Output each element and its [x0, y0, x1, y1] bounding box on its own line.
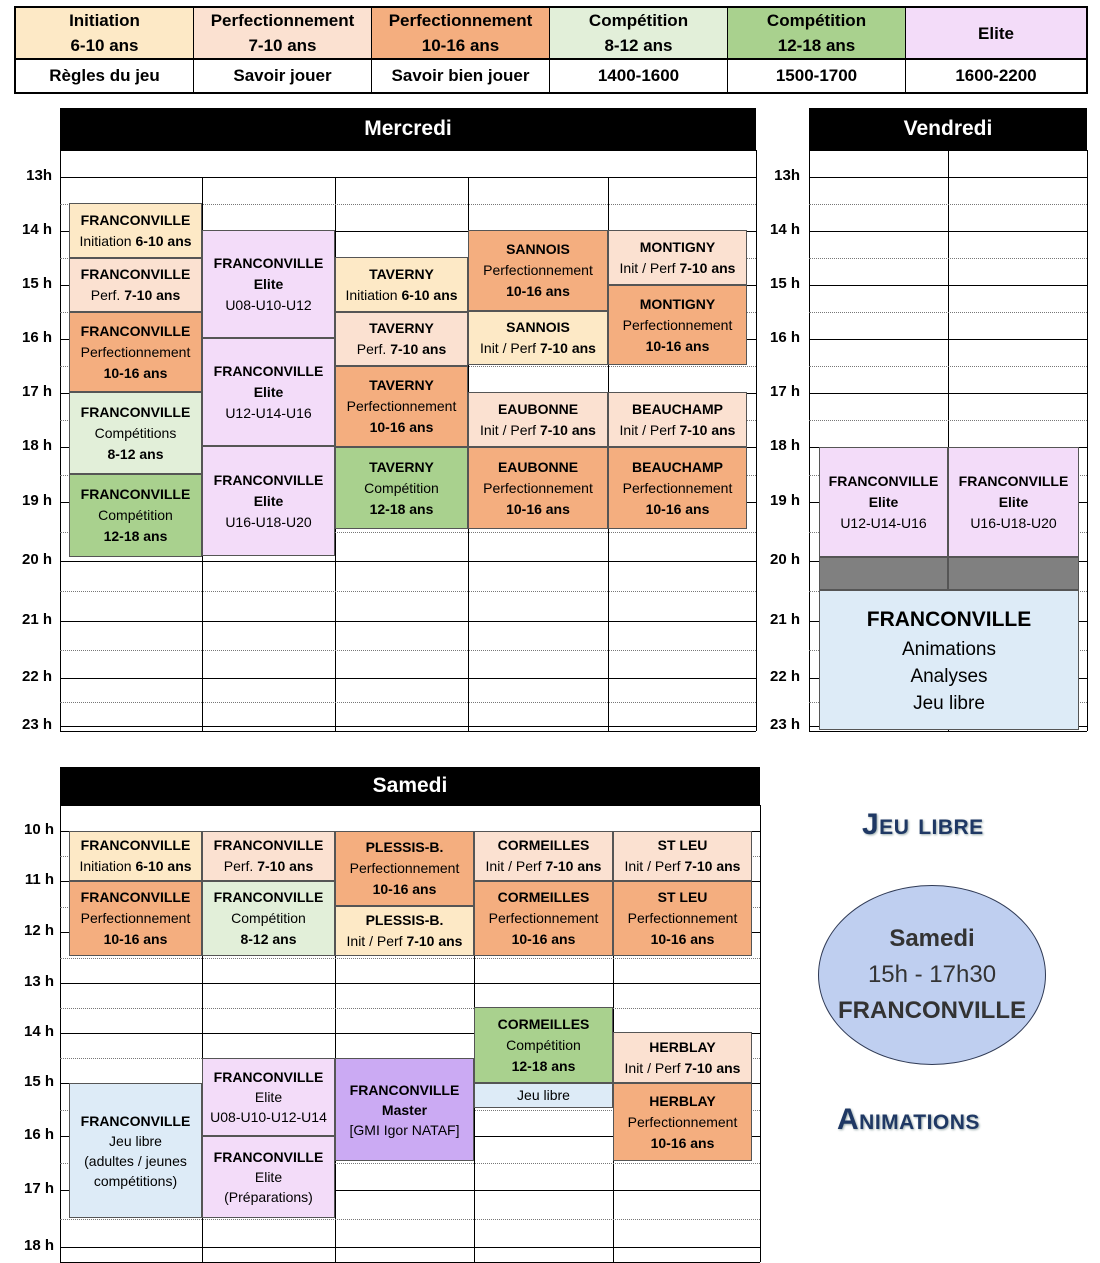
hour-line — [60, 805, 760, 806]
event-block[interactable]: HERBLAY Init / Perf 7-10 ans — [613, 1032, 752, 1083]
legend-comp-12-18: Compétition 12-18 ans — [728, 8, 906, 60]
samedi-header: Samedi — [60, 767, 760, 805]
event-block[interactable]: FRANCONVILLE Compétition 12-18 ans — [69, 474, 202, 557]
event-block[interactable]: FRANCONVILLE Perf. 7-10 ans — [202, 831, 335, 881]
event-block[interactable]: FRANCONVILLE Jeu libre (adultes / jeunes compétitions) — [69, 1083, 202, 1218]
grid-border — [60, 150, 61, 731]
hour-label: 10 h — [23, 821, 54, 838]
ellipse-time: 15h - 17h30 — [867, 961, 997, 988]
event-block[interactable]: HERBLAY Perfectionnement 10-16 ans — [613, 1083, 752, 1161]
hour-line — [60, 1247, 760, 1248]
hour-line — [60, 150, 756, 151]
legend-value: Savoir bien jouer — [372, 60, 550, 92]
event-block[interactable]: BEAUCHAMP Perfectionnement 10-16 ans — [608, 447, 747, 529]
event-block[interactable]: CORMEILLES Init / Perf 7-10 ans — [474, 831, 613, 881]
hour-line — [809, 177, 1087, 178]
hour-line — [60, 726, 756, 727]
event-block[interactable]: FRANCONVILLE Initiation 6-10 ans — [69, 831, 202, 881]
event-block[interactable]: ST LEU Init / Perf 7-10 ans — [613, 831, 752, 881]
hour-label: 21 h — [769, 611, 800, 628]
hour-label: 17 h — [769, 383, 800, 400]
event-block[interactable]: TAVERNY Compétition 12-18 ans — [335, 447, 468, 529]
hour-line — [809, 285, 1087, 286]
hour-label: 23 h — [769, 716, 800, 733]
break-block — [819, 557, 948, 590]
hour-label: 17 h — [23, 1180, 54, 1197]
hour-label: 14 h — [23, 1023, 54, 1040]
hour-line — [60, 177, 756, 178]
half-hour-line — [60, 958, 760, 959]
animation-block[interactable]: FRANCONVILLE Animations Analyses Jeu libre — [819, 590, 1079, 730]
grid-border — [60, 731, 756, 732]
event-block[interactable]: FRANCONVILLE Elite U08-U10-U12 — [202, 230, 335, 338]
event-block[interactable]: SANNOIS Init / Perf 7-10 ans — [468, 311, 608, 365]
hour-label: 23 h — [21, 716, 52, 733]
hour-line — [809, 231, 1087, 232]
event-block[interactable]: PLESSIS-B. Init / Perf 7-10 ans — [335, 906, 474, 956]
event-block[interactable]: SANNOIS Perfectionnement 10-16 ans — [468, 230, 608, 311]
grid-border — [760, 805, 761, 1262]
half-hour-line — [809, 420, 1087, 421]
jeu-libre-ellipse — [818, 885, 1046, 1065]
event-block[interactable]: FRANCONVILLE Elite U12-U14-U16 — [202, 338, 335, 446]
event-block[interactable]: EAUBONNE Init / Perf 7-10 ans — [468, 392, 608, 447]
event-block[interactable]: TAVERNY Initiation 6-10 ans — [335, 257, 468, 312]
hour-label: 15 h — [21, 275, 52, 292]
half-hour-line — [60, 1008, 760, 1009]
legend-perf-10-16: Perfectionnement 10-16 ans — [372, 8, 550, 60]
hour-line — [60, 561, 756, 562]
hour-label: 15 h — [23, 1073, 54, 1090]
event-block[interactable]: Jeu libre — [474, 1083, 613, 1108]
hour-label: 20 h — [21, 551, 52, 568]
event-block[interactable]: FRANCONVILLE Elite U16-U18-U20 — [202, 446, 335, 556]
animations-title: Animations — [837, 1103, 980, 1136]
event-block[interactable]: FRANCONVILLE Compétition 8-12 ans — [202, 881, 335, 956]
event-block[interactable]: TAVERNY Perf. 7-10 ans — [335, 312, 468, 366]
hour-label: 18 h — [769, 437, 800, 454]
legend-value: Savoir jouer — [194, 60, 372, 92]
event-block[interactable]: BEAUCHAMP Init / Perf 7-10 ans — [608, 392, 747, 447]
level-legend — [14, 6, 1088, 94]
half-hour-line — [809, 312, 1087, 313]
event-block[interactable]: CORMEILLES Compétition 12-18 ans — [474, 1007, 613, 1083]
hour-label: 14 h — [769, 221, 800, 238]
hour-label: 17 h — [21, 383, 52, 400]
hour-label: 18 h — [21, 437, 52, 454]
event-block[interactable]: FRANCONVILLE Perfectionnement 10-16 ans — [69, 881, 202, 956]
event-block[interactable]: MONTIGNY Perfectionnement 10-16 ans — [608, 285, 747, 365]
hour-label: 16 h — [21, 329, 52, 346]
hour-label: 19 h — [769, 492, 800, 509]
event-block[interactable]: FRANCONVILLE Perf. 7-10 ans — [69, 258, 202, 312]
hour-label: 13 h — [23, 973, 54, 990]
event-block[interactable]: FRANCONVILLE Initiation 6-10 ans — [69, 203, 202, 258]
hour-label: 12 h — [23, 922, 54, 939]
legend-value: 1500-1700 — [728, 60, 906, 92]
hour-label: 15 h — [769, 275, 800, 292]
hour-line — [809, 339, 1087, 340]
event-block[interactable]: FRANCONVILLE Elite U12-U14-U16 — [819, 447, 948, 557]
hour-line — [60, 678, 756, 679]
half-hour-line — [809, 204, 1087, 205]
event-block[interactable]: FRANCONVILLE Compétitions 8-12 ans — [69, 392, 202, 474]
legend-value: 1400-1600 — [550, 60, 728, 92]
event-block[interactable]: FRANCONVILLE Elite U16-U18-U20 — [948, 447, 1079, 557]
event-block[interactable]: ST LEU Perfectionnement 10-16 ans — [613, 881, 752, 956]
half-hour-line — [60, 702, 756, 703]
half-hour-line — [809, 258, 1087, 259]
half-hour-line — [809, 366, 1087, 367]
hour-line — [60, 983, 760, 984]
hour-label: 19 h — [21, 492, 52, 509]
legend-perf-7-10: Perfectionnement 7-10 ans — [194, 8, 372, 60]
ellipse-day: Samedi — [889, 925, 975, 952]
legend-elite: Elite — [906, 8, 1086, 60]
event-block[interactable]: FRANCONVILLE Elite U08-U10-U12-U14 — [202, 1058, 335, 1136]
hour-label: 16 h — [769, 329, 800, 346]
hour-label: 16 h — [23, 1126, 54, 1143]
hour-label: 20 h — [769, 551, 800, 568]
ellipse-place: FRANCONVILLE — [838, 997, 1026, 1024]
event-block[interactable]: MONTIGNY Init / Perf 7-10 ans — [608, 230, 747, 285]
hour-line — [809, 393, 1087, 394]
grid-border — [1087, 150, 1088, 731]
mercredi-header: Mercredi — [60, 108, 756, 150]
legend-initiation: Initiation 6-10 ans — [16, 8, 194, 60]
hour-label: 14 h — [21, 221, 52, 238]
event-block[interactable]: EAUBONNE Perfectionnement 10-16 ans — [468, 447, 608, 529]
hour-label: 21 h — [21, 611, 52, 628]
break-block — [948, 557, 1079, 590]
event-block[interactable]: FRANCONVILLE Perfectionnement 10-16 ans — [69, 312, 202, 392]
grid-border — [809, 150, 810, 731]
grid-border — [756, 150, 757, 731]
grid-border — [809, 731, 1087, 732]
legend-value: Règles du jeu — [16, 60, 194, 92]
half-hour-line — [60, 591, 756, 592]
event-block[interactable]: FRANCONVILLE Elite (Préparations) — [202, 1136, 335, 1218]
hour-label: 13h — [774, 167, 800, 184]
event-block[interactable]: FRANCONVILLE Master [GMI Igor NATAF] — [335, 1058, 474, 1161]
event-block[interactable]: CORMEILLES Perfectionnement 10-16 ans — [474, 881, 613, 956]
half-hour-line — [60, 1219, 760, 1220]
event-block[interactable]: PLESSIS-B. Perfectionnement 10-16 ans — [335, 831, 474, 906]
half-hour-line — [60, 650, 756, 651]
hour-label: 22 h — [769, 668, 800, 685]
hour-line — [60, 621, 756, 622]
legend-comp-8-12: Compétition 8-12 ans — [550, 8, 728, 60]
hour-line — [809, 150, 1087, 151]
hour-label: 18 h — [23, 1237, 54, 1254]
hour-label: 11 h — [24, 871, 54, 888]
vendredi-header: Vendredi — [809, 108, 1087, 150]
hour-label: 13h — [26, 167, 52, 184]
legend-value: 1600-2200 — [955, 66, 1037, 85]
hour-label: 22 h — [21, 668, 52, 685]
event-block[interactable]: TAVERNY Perfectionnement 10-16 ans — [335, 366, 468, 447]
jeu-libre-title: Jeu libre — [862, 808, 984, 841]
